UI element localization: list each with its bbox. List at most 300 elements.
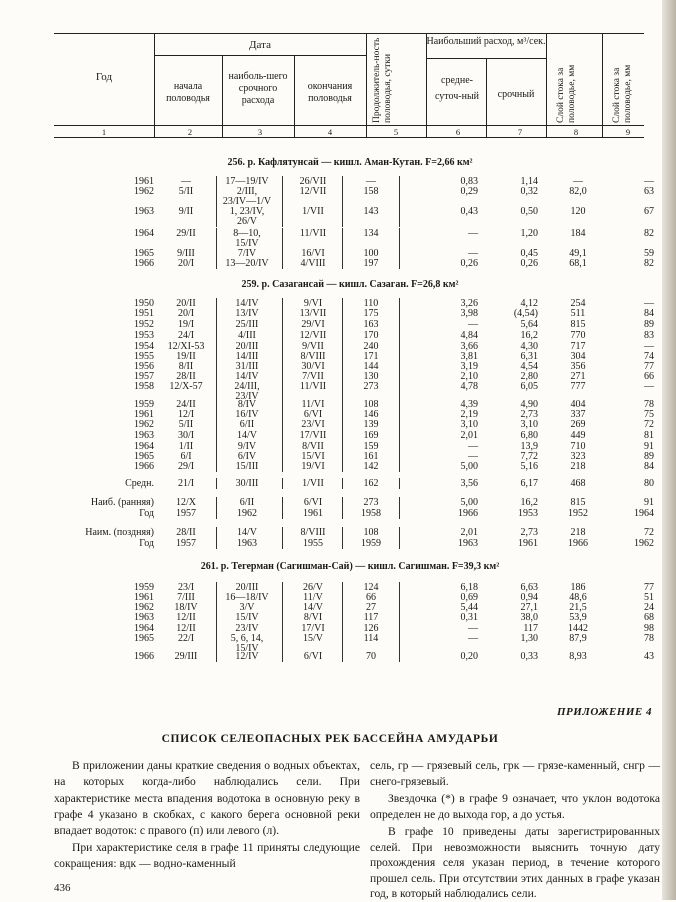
column-rule xyxy=(216,497,217,508)
table-cell: 15/IV xyxy=(235,643,259,654)
table-cell: 815 xyxy=(570,497,586,508)
table-cell: 4,30 xyxy=(520,341,538,352)
table-cell: 23/I xyxy=(177,582,195,593)
table-cell: 0,43 xyxy=(460,206,478,217)
table-cell: 218 xyxy=(570,527,586,538)
table-cell: 1961 xyxy=(134,176,154,187)
column-rule xyxy=(216,478,217,489)
table-cell: 511 xyxy=(570,308,586,319)
column-rule xyxy=(282,527,283,538)
column-rule xyxy=(399,508,400,519)
column-rule xyxy=(342,651,343,662)
table-cell: 8/VIII xyxy=(300,351,326,362)
table-cell: 19/I xyxy=(177,319,195,330)
table-cell: 78 xyxy=(644,399,654,410)
table-cell: 1/VII xyxy=(302,478,324,489)
table-cell: — xyxy=(468,441,478,452)
table-cell: 770 xyxy=(570,330,586,341)
table-cell: 59 xyxy=(644,248,654,259)
table-cell: 53,9 xyxy=(569,612,587,623)
table-cell: 404 xyxy=(570,399,586,410)
table-cell: 6,17 xyxy=(520,478,538,489)
table-cell: 449 xyxy=(570,430,586,441)
table-row xyxy=(54,612,654,623)
table-cell: 6/II xyxy=(239,497,255,508)
table-cell: 0,20 xyxy=(460,651,478,662)
table-cell: 1963 xyxy=(134,430,154,441)
table-cell: 68 xyxy=(644,612,654,623)
table-cell: 23/IV xyxy=(235,391,259,402)
table-cell: 1965 xyxy=(134,451,154,462)
table-cell: 12/II xyxy=(176,612,196,623)
column-rule xyxy=(399,612,400,623)
column-rule xyxy=(342,527,343,538)
table-cell: — xyxy=(644,176,654,187)
table-cell: 4,54 xyxy=(520,361,538,372)
table-cell: 5,16 xyxy=(520,461,538,472)
table-cell: 18/IV xyxy=(174,602,198,613)
column-rule xyxy=(282,612,283,623)
table-cell: 1,30 xyxy=(520,633,538,644)
table-cell: 30/VI xyxy=(301,361,325,372)
table-cell: 1442 xyxy=(568,623,588,634)
table-cell: 6,31 xyxy=(520,351,538,362)
table-cell: 6/VI xyxy=(303,409,323,420)
table-cell: 77 xyxy=(644,582,654,593)
table-cell: 158 xyxy=(363,186,379,197)
table-cell: — xyxy=(468,248,478,259)
table-cell: 13/IV xyxy=(235,308,259,319)
table-cell: 19/II xyxy=(176,351,196,362)
table-cell: 66 xyxy=(366,592,376,603)
page-number: 436 xyxy=(54,882,71,894)
table-cell: 159 xyxy=(363,441,379,452)
table-cell: 163 xyxy=(363,319,379,330)
table-cell: 130 xyxy=(363,371,379,382)
table-cell: 20/III xyxy=(235,582,259,593)
table-cell: 117 xyxy=(523,623,538,634)
table-cell: 1,14 xyxy=(520,176,538,187)
table-cell: 9/VI xyxy=(303,298,323,309)
table-cell: 1959 xyxy=(361,538,381,549)
column-rule xyxy=(282,508,283,519)
col-duration-header: Продолжитель-ность половодья, сутки xyxy=(372,37,393,123)
table-cell: 0,26 xyxy=(520,258,538,269)
table-cell: 83 xyxy=(644,330,654,341)
table-cell: 12/VII xyxy=(299,186,327,197)
table-cell: 1963 xyxy=(458,538,478,549)
col-year-header: Год xyxy=(95,71,113,83)
table-cell: 2,80 xyxy=(520,371,538,382)
table-cell: 1958 xyxy=(134,381,154,392)
table-cell: 8,93 xyxy=(569,651,587,662)
table-cell: 468 xyxy=(570,478,586,489)
table-cell: 3,10 xyxy=(520,419,538,430)
table-cell: 815 xyxy=(570,319,586,330)
table-cell: 1953 xyxy=(134,330,154,341)
table-cell: 7/III xyxy=(177,592,195,603)
table-cell: 2,73 xyxy=(520,409,538,420)
table-cell: 17/VII xyxy=(299,430,327,441)
table-cell: 1964 xyxy=(634,508,654,519)
column-rule xyxy=(399,651,400,662)
table-cell: 27 xyxy=(366,602,376,613)
column-rule xyxy=(282,461,283,472)
column-rule xyxy=(216,527,217,538)
table-cell: 184 xyxy=(570,228,586,239)
table-cell: 110 xyxy=(363,298,379,309)
column-rule xyxy=(216,612,217,623)
table-cell: 26/V xyxy=(237,216,257,227)
table-cell: 29/I xyxy=(177,461,195,472)
column-rule xyxy=(342,497,343,508)
table-cell: 29/VI xyxy=(301,319,325,330)
column-rule xyxy=(282,651,283,662)
col-max-discharge-header: Наибольший расход, м³/сек. xyxy=(426,36,546,47)
table-cell: 12/X-57 xyxy=(169,381,203,392)
col-number: 9 xyxy=(625,127,631,137)
table-cell: 6/VI xyxy=(303,497,323,508)
column-rule xyxy=(216,330,217,341)
column-rule xyxy=(399,419,400,430)
column-rule xyxy=(342,216,343,227)
table-cell: 9/II xyxy=(178,206,194,217)
table-cell: 1961 xyxy=(303,508,323,519)
table-cell: 12/II xyxy=(176,623,196,634)
column-rule xyxy=(342,430,343,441)
table-cell: 16—18/IV xyxy=(225,592,269,603)
table-cell: 2,10 xyxy=(460,371,478,382)
col-start-header: начала половодья xyxy=(166,81,210,104)
table-cell: 1955 xyxy=(134,351,154,362)
paragraph: сель, гр — грязевый сель, грк — грязе-каменный, снгр — снего-грязевый. xyxy=(370,759,660,789)
column-rule xyxy=(282,430,283,441)
column-rule xyxy=(342,330,343,341)
table-cell: 4,12 xyxy=(520,298,538,309)
table-cell: 323 xyxy=(570,451,586,462)
column-rule xyxy=(342,419,343,430)
table-cell: 9/III xyxy=(177,248,195,259)
table-cell: 15/IV xyxy=(235,612,259,623)
table-cell: 24/II xyxy=(176,399,196,410)
col-number: 6 xyxy=(455,127,461,137)
table-cell: — xyxy=(468,633,478,644)
table-cell: 25/III xyxy=(235,319,259,330)
table-cell: 38,0 xyxy=(520,612,538,623)
table-cell: 4,78 xyxy=(460,381,478,392)
table-cell: 82,0 xyxy=(569,186,587,197)
table-cell: 1959 xyxy=(134,399,154,410)
table-cell: 124 xyxy=(363,582,379,593)
table-cell: 144 xyxy=(363,361,379,372)
table-cell: 87,9 xyxy=(569,633,587,644)
table-cell: 1961 xyxy=(518,538,538,549)
column-rule xyxy=(216,216,217,227)
table-cell: 22/I xyxy=(177,633,195,644)
table-cell: 5,00 xyxy=(460,461,478,472)
table-cell: 1962 xyxy=(634,538,654,549)
table-cell: 1, 23/IV, xyxy=(229,206,265,217)
table-row xyxy=(54,330,654,341)
table-cell: 2,73 xyxy=(520,527,538,538)
table-cell: 14/IV xyxy=(235,371,259,382)
table-cell: 23/VI xyxy=(301,419,325,430)
table-cell: 1966 xyxy=(568,538,588,549)
table-cell: 16,2 xyxy=(520,330,538,341)
column-rule xyxy=(282,308,283,319)
column-rule xyxy=(342,461,343,472)
table-cell: 1961 xyxy=(134,409,154,420)
table-cell: 356 xyxy=(570,361,586,372)
list-title: СПИСОК СЕЛЕОПАСНЫХ РЕК БАССЕЙНА АМУДАРЬИ xyxy=(161,733,499,745)
column-rule xyxy=(399,538,400,549)
table-cell: 12/XI-53 xyxy=(167,341,205,352)
table-cell: 126 xyxy=(363,623,379,634)
table-cell: 1958 xyxy=(361,508,381,519)
table-cell: 0,29 xyxy=(460,186,478,197)
table-cell: 12/IV xyxy=(235,651,259,662)
table-cell: 4,39 xyxy=(460,399,478,410)
table-cell: 710 xyxy=(570,441,586,452)
table-row xyxy=(54,319,654,330)
table-cell: 15/III xyxy=(235,461,259,472)
table-cell: 6/II xyxy=(239,419,255,430)
column-rule xyxy=(399,527,400,538)
table-cell: 0,26 xyxy=(460,258,478,269)
table-cell: Средн. xyxy=(125,478,154,489)
col-date-header: Дата xyxy=(249,39,271,51)
table-cell: 2/III, xyxy=(236,186,258,197)
column-rule xyxy=(216,419,217,430)
table-cell: — xyxy=(181,176,191,187)
table-cell: 13/VII xyxy=(299,308,327,319)
table-cell: 67 xyxy=(644,206,654,217)
paragraph: В приложении даны краткие сведения о водных объектах, на которых когда-либо наблюдались сели. При характеристике места впадения водотока в основную реку в графе 4 указано в скобках, с какого берега основной реки впадает водоток: с правого (п) или левого (л). xyxy=(54,759,360,838)
column-rule xyxy=(216,308,217,319)
table-cell: 0,33 xyxy=(520,651,538,662)
table-cell: 1954 xyxy=(134,341,154,352)
table-cell: 1952 xyxy=(134,319,154,330)
table-cell: 273 xyxy=(363,497,379,508)
table-row xyxy=(54,461,654,472)
table-cell: 777 xyxy=(570,381,586,392)
table-cell: 17/VI xyxy=(301,623,325,634)
table-row xyxy=(54,430,654,441)
table-cell: 16/IV xyxy=(235,409,259,420)
col-number: 7 xyxy=(517,127,523,137)
table-cell: 1957 xyxy=(176,508,196,519)
table-cell: 254 xyxy=(570,298,586,309)
table-cell: 24/III, xyxy=(234,381,260,392)
table-header xyxy=(54,33,644,141)
table-cell: 26/V xyxy=(303,582,323,593)
table-cell: 15/V xyxy=(303,633,323,644)
section-title: 259. р. Сазагансай — кишл. Сазаган. F=26,8 км² xyxy=(241,279,459,290)
table-cell: — xyxy=(573,176,583,187)
table-cell: 1966 xyxy=(134,461,154,472)
table-cell: 337 xyxy=(570,409,586,420)
section-title: 261. р. Тегерман (Сагишман-Сай) — кишл. Сагишман. F=39,3 км² xyxy=(200,561,500,572)
table-cell: 12/I xyxy=(177,409,195,420)
table-cell: 0,31 xyxy=(460,612,478,623)
table-cell: — xyxy=(644,298,654,309)
table-cell: Наим. (поздняя) xyxy=(85,527,154,538)
table-cell: 74 xyxy=(644,351,654,362)
col-number: 4 xyxy=(327,127,333,137)
column-rule xyxy=(216,319,217,330)
table-cell: 29/III xyxy=(174,651,198,662)
appendix-label: ПРИЛОЖЕНИЕ 4 xyxy=(556,706,652,718)
table-cell: 5,00 xyxy=(460,497,478,508)
table-cell: 6/VI xyxy=(303,651,323,662)
table-cell: 1966 xyxy=(134,258,154,269)
table-cell: 1964 xyxy=(134,441,154,452)
table-cell: 75 xyxy=(644,409,654,420)
table-cell: 197 xyxy=(363,258,379,269)
table-row xyxy=(54,308,654,319)
table-cell: Год xyxy=(139,508,154,519)
table-cell: 3,10 xyxy=(460,419,478,430)
table-cell: 304 xyxy=(570,351,586,362)
table-cell: 27,1 xyxy=(520,602,538,613)
table-cell: 7,72 xyxy=(520,451,538,462)
table-cell: 4/III xyxy=(238,330,256,341)
table-cell: 1955 xyxy=(303,538,323,549)
col-end-header: окончания половодья xyxy=(307,81,353,104)
table-cell: 3,66 xyxy=(460,341,478,352)
table-cell: 5/II xyxy=(178,186,194,197)
column-rule xyxy=(399,430,400,441)
table-cell: 68,1 xyxy=(569,258,587,269)
table-cell: 43 xyxy=(644,651,654,662)
table-cell: 78 xyxy=(644,633,654,644)
table-cell: 91 xyxy=(644,441,654,452)
column-rule xyxy=(282,330,283,341)
table-cell: 70 xyxy=(366,651,376,662)
table-cell: 134 xyxy=(363,228,379,239)
table-row xyxy=(54,216,644,227)
table-cell: 0,50 xyxy=(520,206,538,217)
table-cell: 51 xyxy=(644,592,654,603)
table-cell: 240 xyxy=(363,341,379,352)
column-rule xyxy=(216,430,217,441)
paragraph: При характеристике селя в графе 11 приняты следующие сокращения: вдк — водно-каменный xyxy=(54,841,360,871)
table-cell: 8/VIII xyxy=(300,527,326,538)
column-rule xyxy=(282,258,283,269)
table-cell: 1962 xyxy=(237,508,257,519)
column-rule xyxy=(399,258,400,269)
table-cell: 1957 xyxy=(134,371,154,382)
table-cell: 1961 xyxy=(134,592,154,603)
table-cell: 170 xyxy=(363,330,379,341)
table-cell: 0,45 xyxy=(520,248,538,259)
table-cell: 114 xyxy=(363,633,379,644)
table-cell: 28/II xyxy=(176,527,196,538)
table-cell: 12/X xyxy=(176,497,196,508)
table-cell: 4/VIII xyxy=(300,258,326,269)
column-rule xyxy=(216,651,217,662)
table-cell: 0,69 xyxy=(460,592,478,603)
col-number: 5 xyxy=(393,127,399,137)
table-cell: 1/VII xyxy=(302,206,324,217)
table-cell: 30/I xyxy=(177,430,195,441)
table-cell: 5,64 xyxy=(520,319,538,330)
table-cell: 15/IV xyxy=(235,238,259,249)
table-cell: 0,83 xyxy=(460,176,478,187)
table-cell: 2,19 xyxy=(460,409,478,420)
page-gutter xyxy=(662,0,676,900)
table-cell: 3,56 xyxy=(460,478,478,489)
table-cell: 218 xyxy=(570,461,586,472)
col-max-date-header: наиболь-шего срочного расхода xyxy=(228,71,288,106)
table-cell: 14/IV xyxy=(235,298,259,309)
table-cell: 11/VII xyxy=(299,381,327,392)
table-cell: 91 xyxy=(644,497,654,508)
table-cell: 3,26 xyxy=(460,298,478,309)
table-cell: 21/I xyxy=(177,478,195,489)
col-runoff-header: Слой стока за половодье, мм xyxy=(556,64,577,123)
table-cell: 9/VII xyxy=(302,341,324,352)
table-cell: 1953 xyxy=(518,508,538,519)
table-row xyxy=(54,651,654,662)
table-cell: 14/III xyxy=(235,351,259,362)
table-cell: 84 xyxy=(644,461,654,472)
table-cell: 1965 xyxy=(134,248,154,259)
table-row xyxy=(54,508,654,519)
column-rule xyxy=(342,612,343,623)
table-cell: 1966 xyxy=(458,508,478,519)
table-cell: 8/II xyxy=(178,361,194,372)
column-rule xyxy=(342,478,343,489)
table-cell: 8/VII xyxy=(302,441,324,452)
table-cell: 1950 xyxy=(134,298,154,309)
table-cell: 20/I xyxy=(177,258,195,269)
table-cell: 28/II xyxy=(176,371,196,382)
table-cell: 162 xyxy=(363,478,379,489)
table-cell: 23/IV xyxy=(235,623,259,634)
table-cell: 1956 xyxy=(134,361,154,372)
table-cell: 171 xyxy=(363,351,379,362)
column-rule xyxy=(282,538,283,549)
column-rule xyxy=(399,319,400,330)
table-cell: 19/VI xyxy=(301,461,325,472)
table-cell: 1962 xyxy=(134,419,154,430)
column-rule xyxy=(216,538,217,549)
column-rule xyxy=(282,478,283,489)
table-cell: Год xyxy=(139,538,154,549)
table-cell: 1962 xyxy=(134,186,154,197)
table-cell: 2,01 xyxy=(460,430,478,441)
col-number: 2 xyxy=(187,127,193,137)
table-cell: 269 xyxy=(570,419,586,430)
table-cell: 1963 xyxy=(134,206,154,217)
table-cell: 14/V xyxy=(303,602,323,613)
table-cell: 108 xyxy=(363,399,379,410)
table-cell: 186 xyxy=(570,582,586,593)
table-cell: 271 xyxy=(570,371,586,382)
column-rule xyxy=(216,461,217,472)
table-cell: 80 xyxy=(644,478,654,489)
table-cell: 1965 xyxy=(134,633,154,644)
table-cell: Наиб. (ранняя) xyxy=(90,497,154,508)
table-cell: — xyxy=(468,228,478,239)
table-cell: 13,9 xyxy=(520,441,538,452)
section-title: 256. р. Кафлятунсай — кишл. Аман-Кутан. F=2,66 км² xyxy=(227,157,473,168)
table-cell: 1964 xyxy=(134,623,154,634)
table-cell: 1966 xyxy=(134,651,154,662)
table-cell: 89 xyxy=(644,319,654,330)
column-rule xyxy=(216,508,217,519)
